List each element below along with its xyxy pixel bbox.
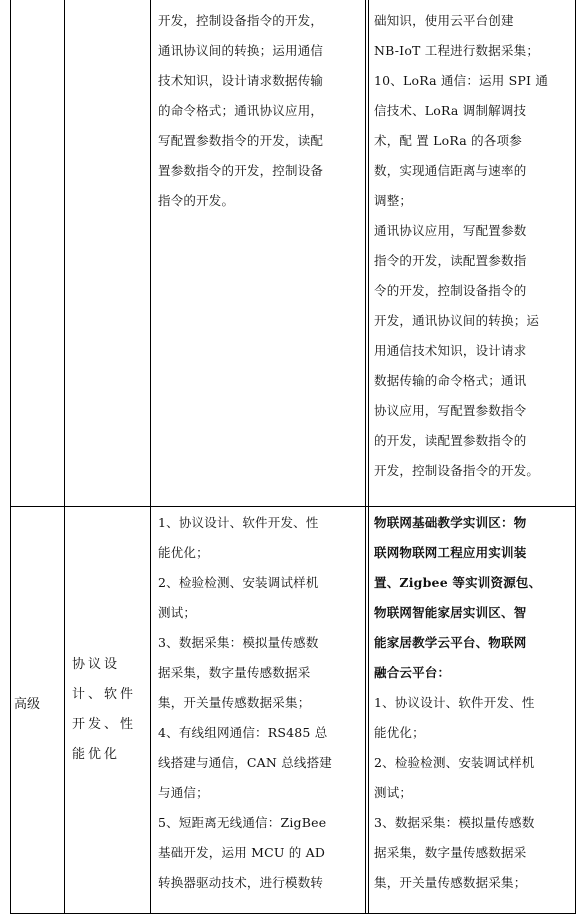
text-line: 3、数据采集：模拟量传感数: [158, 635, 319, 650]
text-line: 协议应用，写配置参数指令: [374, 403, 527, 418]
text-line: 技术知识，设计请求数据传输: [158, 73, 324, 88]
top-row-col3-cell: [158, 6, 363, 216]
text-line-bold: 物联网智能家居实训区、智: [374, 605, 527, 620]
column-divider-2: [150, 0, 151, 914]
text-line: 数据传输的命令格式；通讯: [374, 373, 527, 388]
text-line: 2、检验检测、安装调试样机: [158, 575, 319, 590]
text-line-bold: 置、Zigbee 等实训资源包、: [374, 575, 542, 590]
text-line: 3、数据采集：模拟量传感数: [374, 815, 535, 830]
text-line: 开发，控制设备指令的开发，: [158, 13, 324, 28]
text-line: 能优化；: [158, 545, 209, 560]
text-line: 础知识，使用云平台创建: [374, 13, 514, 28]
text-line: 调整；: [374, 193, 413, 208]
text-line: 1、协议设计、软件开发、性: [158, 515, 319, 530]
text-line: 测试；: [158, 605, 197, 620]
text-line: 用通信技术知识，设计请求: [374, 343, 527, 358]
text-line: 测试；: [374, 785, 413, 800]
text-line: 信技术、LoRa 调制解调技: [374, 103, 527, 118]
text-line: 线搭建与通信，CAN 总线搭建: [158, 755, 333, 770]
text-line: 指令的开发，读配置参数指: [374, 253, 527, 268]
topic-label: 协议设计、软件开发、性能优化: [72, 657, 137, 762]
table-border-bottom: [10, 913, 576, 914]
text-line: 能优化；: [374, 725, 425, 740]
bottom-row-col4-cell: [374, 508, 573, 898]
text-line: 置参数指令的开发，控制设备: [158, 163, 324, 178]
text-line: 集，开关量传感数据采集；: [374, 875, 527, 890]
text-line-bold: 融合云平台：: [374, 665, 451, 680]
text-line: 集，开关量传感数据采集；: [158, 695, 311, 710]
text-line-bold: 联网物联网工程应用实训装: [374, 545, 527, 560]
column-divider-1: [64, 0, 65, 914]
text-line: 术，配 置 LoRa 的各项参: [374, 133, 522, 148]
text-line: 基础开发，运用 MCU 的 AD: [158, 845, 326, 860]
text-line: 数，实现通信距离与速率的: [374, 163, 527, 178]
text-line: 与通信；: [158, 785, 209, 800]
text-line: 通讯协议间的转换；运用通信: [158, 43, 324, 58]
table-border-left: [10, 0, 11, 914]
text-line: 开发，通讯协议间的转换；运: [374, 313, 540, 328]
text-line: 据采集，数字量传感数据采: [158, 665, 311, 680]
top-row-col4-cell: [374, 6, 573, 486]
column-divider-3b: [368, 0, 369, 914]
table-border-right: [575, 0, 576, 914]
text-line: 10、LoRa 通信：运用 SPI 通: [374, 73, 549, 88]
column-divider-3: [365, 0, 366, 914]
text-line: 4、有线组网通信：RS485 总: [158, 725, 328, 740]
text-line: 5、短距离无线通信：ZigBee: [158, 815, 327, 830]
text-line: 1、协议设计、软件开发、性: [374, 695, 535, 710]
text-line: 写配置参数指令的开发，读配: [158, 133, 324, 148]
text-line: 指令的开发。: [158, 193, 235, 208]
text-line: 通讯协议应用，写配置参数: [374, 223, 527, 238]
text-line: 转换器驱动技术，进行模数转: [158, 875, 324, 890]
row-divider: [10, 506, 576, 507]
text-line: 的命令格式；通讯协议应用，: [158, 103, 324, 118]
text-line: 据采集，数字量传感数据采: [374, 845, 527, 860]
text-line: 2、检验检测、安装调试样机: [374, 755, 535, 770]
text-line: 令的开发，控制设备指令的: [374, 283, 527, 298]
text-line: 开发，控制设备指令的开发。: [374, 463, 540, 478]
text-line-bold: 能家居教学云平台、物联网: [374, 635, 527, 650]
text-line-bold: 物联网基础教学实训区：物: [374, 515, 527, 530]
text-line: 的开发，读配置参数指令的: [374, 433, 527, 448]
bottom-row-col3-cell: [158, 508, 363, 898]
level-label: 高级: [14, 697, 41, 712]
text-line: NB-IoT 工程进行数据采集；: [374, 43, 540, 58]
